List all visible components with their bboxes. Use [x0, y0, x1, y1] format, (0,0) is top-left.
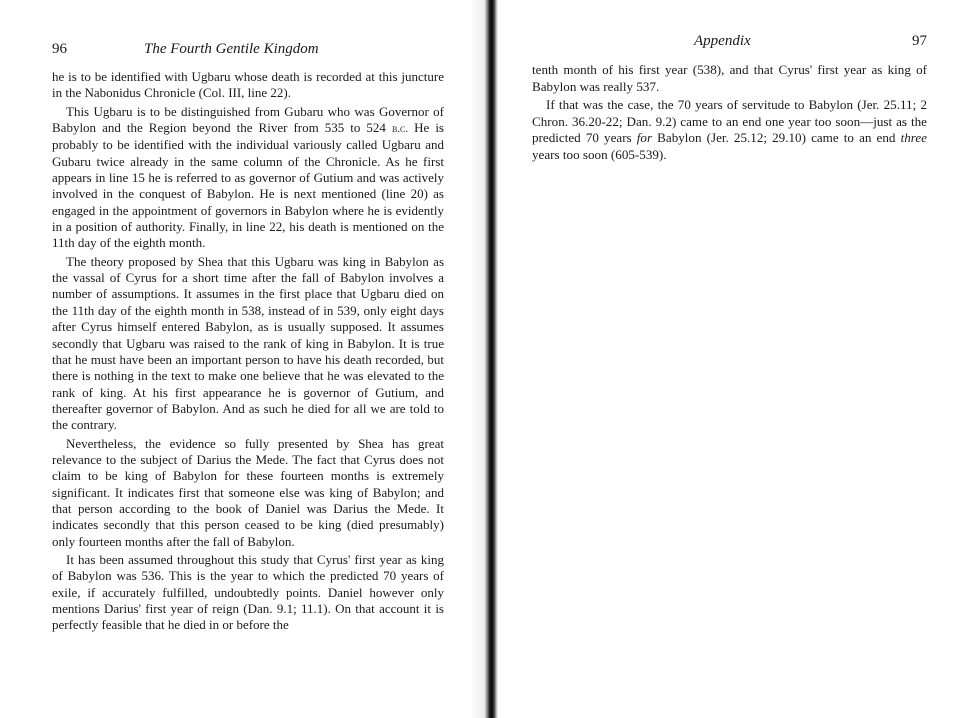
left-page-header: [52, 40, 444, 60]
right-page: [490, 0, 959, 718]
right-page-number: 97: [912, 33, 927, 49]
right-paragraph-1: tenth month of his first year (538), and that Cyrus' first year as king of Babylon was really 537.: [532, 62, 927, 94]
left-page-body: [52, 69, 444, 636]
gutter-shadow: [470, 0, 484, 718]
right-paragraph-2-b: Babylon (Jer. 25.12; 29.10) came to an end: [652, 130, 901, 146]
left-page-number: 96: [52, 41, 67, 57]
right-page-body: [532, 62, 927, 166]
left-paragraph-1: he is to be identified with Ugbaru whose death is recorded at this juncture in the Nabonidus Chronicle (Col. III, line 22).: [52, 69, 444, 101]
right-running-title: Appendix: [694, 33, 751, 49]
left-paragraph-2-continued: He is probably to be identified with the individual variously called Ugbaru and Gubaru twice already in the same column of the Chronicle. As he first appears in line 15 he is referred to as governor of Gutium and was actively involved in the conquest of Babylon. He is next mentioned (line 20) as engaged in the appointment of governors in Babylon where he is evidently in a position of authority. Finally, in line 22, his death is mentioned on the 11th day of the eighth month.: [52, 120, 444, 251]
italic-three: three: [900, 130, 927, 146]
left-running-title: The Fourth Gentile Kingdom: [144, 41, 319, 57]
era-abbreviation: b.c.: [391, 123, 409, 136]
left-paragraph-5: It has been assumed throughout this study that Cyrus' first year as king of Babylon was 536. This is the year to which the predicted 70 years of exile, if accurately fulfilled, undoubtedly points. Daniel however only mentions Darius' first year of reign (Dan. 9.1; 11.1). On that account it is perfectly feasible that he died in or before the: [52, 551, 444, 633]
left-paragraph-2: [52, 104, 444, 252]
left-paragraph-4: Nevertheless, the evidence so fully presented by Shea has great relevance to the subject of Darius the Mede. The fact that Cyrus does not claim to be king of Babylon for these fourteen months is extremely significant. It indicates first that someone else was king of Babylon; and that person according to the book of Daniel was Darius the Mede. It indicates secondly that this person ceased to be king (died presumably) only fourteen months after the fall of Babylon.: [52, 435, 444, 549]
right-paragraph-2-a: If that was the case, the 70 years of servitude to Babylon (Jer. 25.11; 2 Chron. 36.20-22; Dan. 9.2) came to an end one year too soon—just as the predicted 70 years: [532, 97, 927, 146]
left-paragraph-2-text: This Ugbaru is to be distinguished from Gubaru who was Governor of Babylon and the Region beyond the River from 535 to 524: [52, 103, 444, 136]
right-page-header: [532, 32, 927, 52]
right-paragraph-2: [532, 97, 927, 163]
italic-for: for: [636, 130, 653, 146]
right-paragraph-2-c: years too soon (605-539).: [532, 146, 667, 162]
left-paragraph-3: The theory proposed by Shea that this Ugbaru was king in Babylon as the vassal of Cyrus for a short time after the fall of Babylon involves a number of assumptions. It assumes in the first place that Ugbaru died on the 11th day of the eighth month in 538, instead of in 539, only eight days after Cyrus himself entered Babylon, as is usually supposed. It assumes secondly that Ugbaru was raised to the rank of king in Babylon. It is true that he must have been an important person to have his death recorded, but there is nothing in the text to make one believe that he was elevated to the rank of king. At his first appearance he is governor of Gutium, and thereafter governor of Babylon. And as such he died for all we are told to the contrary.: [52, 253, 444, 433]
